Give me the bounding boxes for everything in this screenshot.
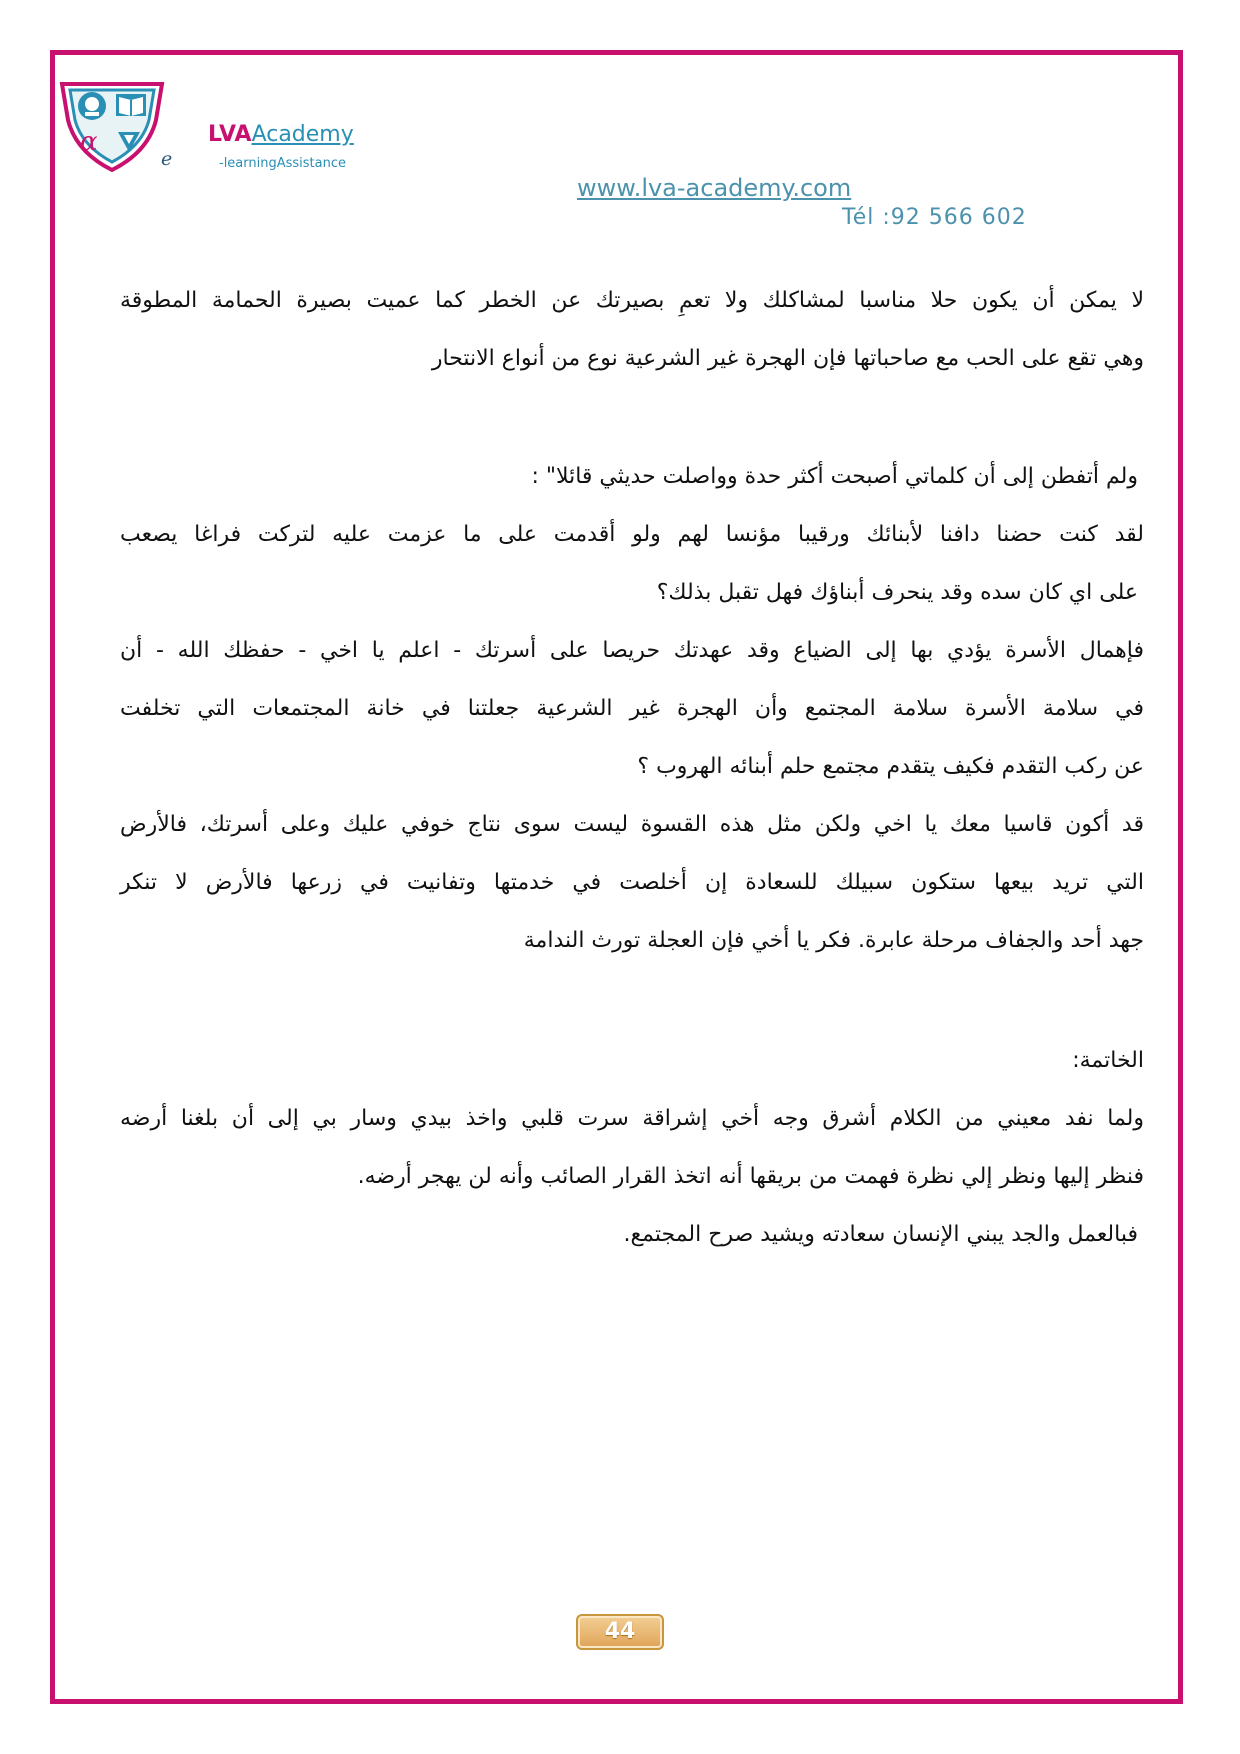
body-paragraph: التي تريد بيعها ستكون سبيلك للسعادة إن أخلصت في خدمتها وتفانيت في زرعها فالأرض لا تنكر bbox=[120, 870, 1144, 895]
brand-lva: LVA bbox=[208, 122, 252, 147]
logo-e-letter: e bbox=[161, 148, 173, 170]
body-paragraph: في سلامة الأسرة سلامة المجتمع وأن الهجرة غير الشرعية جعلتنا في خانة المجتمعات التي تخلفت bbox=[120, 696, 1144, 721]
body-paragraph: ولم أتفطن إلى أن كلماتي أصبحت أكثر حدة وواصلت حديثي قائلا" : bbox=[531, 464, 1138, 489]
body-paragraph: جهد أحد والجفاف مرحلة عابرة. فكر يا أخي فإن العجلة تورث الندامة bbox=[523, 928, 1144, 953]
body-paragraph: لا يمكن أن يكون حلا مناسبا لمشاكلك ولا تعمِ بصيرتك عن الخطر كما عميت بصيرة الحمامة المطوقة bbox=[120, 288, 1144, 313]
lva-academy-logo bbox=[58, 80, 166, 172]
body-paragraph: لقد كنت حضنا دافنا لأبنائك ورقيبا مؤنسا لهم ولو أقدمت على ما عزمت عليه لتركت فراغا يصعب bbox=[120, 522, 1144, 547]
body-paragraph: على اي كان سده وقد ينحرف أبناؤك فهل تقبل بذلك؟ bbox=[656, 580, 1138, 605]
brand-academy[interactable]: Academy bbox=[251, 122, 354, 147]
body-paragraph: فبالعمل والجد يبني الإنسان سعادته ويشيد صرح المجتمع. bbox=[623, 1222, 1138, 1247]
body-paragraph: قد أكون قاسيا معك يا اخي ولكن مثل هذه القسوة ليست سوى نتاج خوفي عليك وعلى أسرتك، فالأرض bbox=[120, 812, 1144, 837]
phone-number: Tél :92 566 602 bbox=[842, 205, 1027, 230]
conclusion-heading: الخاتمة: bbox=[1072, 1048, 1144, 1073]
body-paragraph: عن ركب التقدم فكيف يتقدم مجتمع حلم أبنائه الهروب ؟ bbox=[637, 754, 1144, 779]
body-paragraph: فنظر إليها ونظر إلي نظرة فهمت من بريقها أنه اتخذ القرار الصائب وأنه لن يهجر أرضه. bbox=[357, 1164, 1144, 1189]
body-paragraph: فإهمال الأسرة يؤدي بها إلى الضياع وقد عهدتك حريصا على أسرتك - اعلم يا اخي - حفظك الله - أن bbox=[120, 638, 1144, 663]
svg-text:α: α bbox=[80, 127, 98, 157]
brand-name bbox=[208, 122, 354, 148]
paragraph-gap bbox=[120, 970, 1144, 1032]
page-number-badge: 44 bbox=[576, 1614, 664, 1650]
body-paragraph: وهي تقع على الحب مع صاحباتها فإن الهجرة غير الشرعية نوع من أنواع الانتحار bbox=[431, 346, 1144, 371]
body-paragraph: ولما نفد معيني من الكلام أشرق وجه أخي إشراقة سرت قلبي واخذ بيدي وسار بي إلى أن بلغنا أرضه bbox=[120, 1106, 1144, 1131]
paragraph-gap bbox=[120, 388, 1144, 448]
document-body bbox=[120, 272, 1144, 1264]
brand-tagline: -learningAssistance bbox=[219, 156, 346, 171]
website-link[interactable]: www.lva-academy.com bbox=[577, 174, 852, 202]
